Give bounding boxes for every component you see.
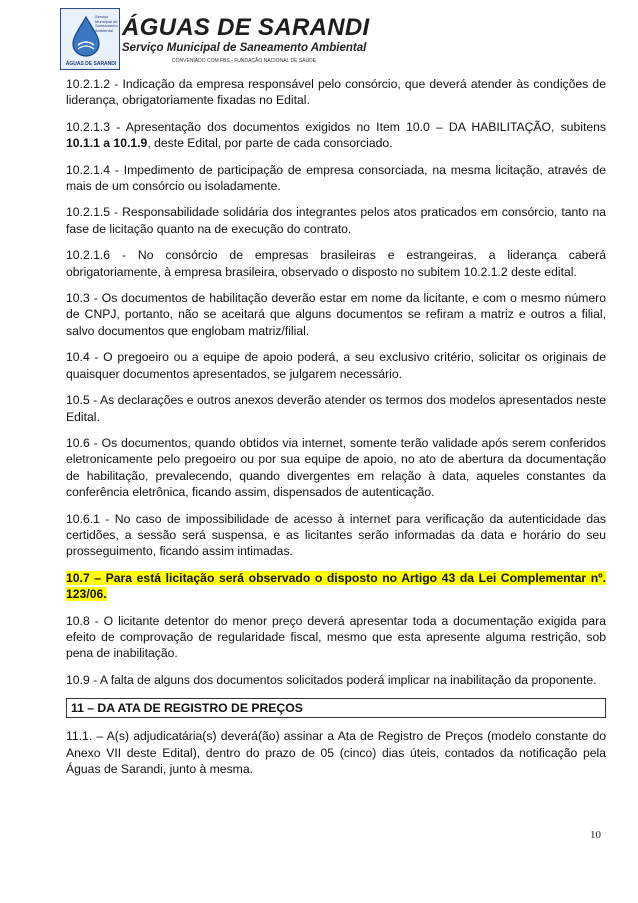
paragraph-10-2-1-3 (66, 119, 606, 152)
section-heading: 11 – DA ATA DE REGISTRO DE PREÇOS (66, 698, 606, 718)
paragraph-10-2-1-5: 10.2.1.5 - Responsabilidade solidária dos integrantes pelos atos praticados em consórcio, tanto na fase de licitação quanto na de execução do contrato. (66, 205, 606, 236)
logo (60, 8, 120, 70)
paragraph-text: , deste Edital, por parte de cada consorciado. (147, 136, 393, 151)
document-body (66, 76, 606, 787)
paragraph-10-2-1-6: 10.2.1.6 - No consórcio de empresas brasileiras e estrangeiras, a liderança caberá obrigatoriamente, à empresa brasileira, observado o disposto no subitem 10.2.1.2 deste edital. (66, 248, 606, 279)
paragraph-10-2-1-4: 10.2.1.4 - Impedimento de participação de empresa consorciada, na mesma licitação, através de mais de um consórcio ou isoladamente. (66, 162, 606, 194)
brand-title: ÁGUAS DE SARANDI (122, 14, 370, 41)
highlighted-text: 10.7 – Para está licitação será observado o disposto no Artigo 43 da Lei Complementar nº. 123/06. (66, 570, 606, 602)
paragraph-10-7 (66, 570, 606, 603)
paragraph-10-3: 10.3 - Os documentos de habilitação deverão estar em nome da licitante, e com o mesmo número de CNPJ, portanto, não se aceitará que alguns documentos se refiram a matriz e outros a filial, salvo documentos que englobam matriz/filial. (66, 291, 606, 338)
page-header (60, 8, 580, 70)
paragraph-text: 10.2.1.3 - Apresentação dos documentos exigidos no Item 10.0 – DA HABILITAÇÃO, subitens (66, 119, 606, 134)
bold-subitems: 10.1.1 a 10.1.9 (66, 136, 148, 151)
paragraph-11-1: 11.1. – A(s) adjudicatária(s) deverá(ão) assinar a Ata de Registro de Preços (modelo constante do Anexo VII deste Edital), dentro do prazo de 05 (cinco) dias úteis, contados da notificação pela Águas de Sarandi, junto à mesma. (66, 729, 606, 776)
paragraph-10-9: 10.9 - A falta de alguns dos documentos solicitados poderá implicar na inabilitação da proponente. (66, 672, 597, 687)
brand-subtitle: Serviço Municipal de Saneamento Ambiental (122, 42, 367, 54)
paragraph-10-4: 10.4 - O pregoeiro ou a equipe de apoio poderá, a seu exclusivo critério, solicitar os originais de quaisquer documentos apresentados, se julgarem necessário. (66, 350, 606, 381)
paragraph-10-5: 10.5 - As declarações e outros anexos deverão atender os termos dos modelos apresentados neste Edital. (66, 393, 606, 424)
paragraph-10-2-1-2: 10.2.1.2 - Indicação da empresa responsável pelo consórcio, que deverá atender às condições de liderança, obrigatoriamente fixadas no Edital. (66, 77, 606, 108)
logo-caption: ÁGUAS DE SARANDI (65, 61, 117, 67)
page-number: 10 (590, 829, 601, 841)
brand-small-text: CONVENIADO COM FBS - FUNDAÇÃO NACIONAL DE SAÚDE (172, 58, 316, 64)
logo-mini-text: Serviço Municipal de Saneamento Ambiental (95, 14, 118, 33)
paragraph-10-6-1: 10.6.1 - No caso de impossibilidade de acesso à internet para verificação da autenticidade das certidões, a sessão será suspensa, e as licitantes serão informadas da data e horário do seu prosseguimento, ficando assim intimadas. (66, 511, 606, 559)
paragraph-10-6: 10.6 - Os documentos, quando obtidos via internet, somente terão validade após serem conferidos eletronicamente pelo pregoeiro ou por sua equipe de apoio, no ato de abertura da documentação de habilitação, prevalecendo, quando divergentes em relação à data, aqueles constantes da conferência eletrônica, ficando assim, dispensados de autenticação. (66, 435, 606, 500)
paragraph-10-8: 10.8 - O licitante detentor do menor preço deverá apresentar toda a documentação exigida para efeito de comprovação de regularidade fiscal, mesmo que esta apresente alguma restrição, sob pena de inabilitação. (66, 613, 606, 661)
